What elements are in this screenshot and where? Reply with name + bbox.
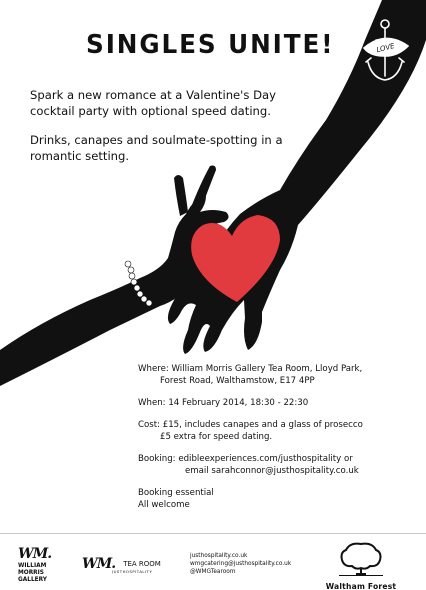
event-details bbox=[138, 363, 408, 511]
where-label: Where: bbox=[138, 364, 169, 374]
cost-row bbox=[138, 419, 408, 443]
booking-line-1[interactable]: edibleexperiences.com/justhospitality or bbox=[178, 454, 353, 464]
intro-paragraph-2: Drinks, canapes and soulmate-spotting in a romantic setting. bbox=[30, 133, 283, 163]
where-line-2: Forest Road, Walthamstow, E17 4PP bbox=[160, 376, 315, 386]
tattoo-banner-text: LOVE bbox=[375, 41, 396, 55]
page-title: SINGLES UNITE! bbox=[86, 30, 335, 60]
footer-divider bbox=[0, 533, 426, 534]
tearoom-monogram: WM. bbox=[82, 556, 116, 572]
contact-email[interactable]: wmgcatering@justhospitality.co.uk bbox=[190, 561, 292, 567]
all-welcome: All welcome bbox=[138, 500, 190, 510]
intro-text bbox=[30, 88, 290, 164]
intro-paragraph-1: Spark a new romance at a Valentine's Day cocktail party with optional speed dating. bbox=[30, 88, 276, 118]
contact-info bbox=[190, 552, 291, 576]
tea-room-logo bbox=[82, 553, 172, 572]
wm-label-2: MORRIS bbox=[18, 570, 44, 576]
booking-label: Booking: bbox=[138, 454, 176, 464]
where-line-1: William Morris Gallery Tea Room, Lloyd Park, bbox=[171, 364, 363, 374]
william-morris-gallery-logo bbox=[18, 546, 78, 584]
contact-website[interactable]: justhospitality.co.uk bbox=[190, 553, 248, 559]
cost-line-2: £5 extra for speed dating. bbox=[160, 432, 273, 442]
wm-label-3: GALLERY bbox=[18, 577, 47, 583]
cost-label: Cost: bbox=[138, 420, 161, 430]
wm-monogram: WM. bbox=[18, 546, 52, 562]
when-row bbox=[138, 397, 408, 409]
tearoom-label: TEA ROOM bbox=[123, 560, 161, 568]
where-row bbox=[138, 363, 408, 387]
booking-row bbox=[138, 453, 408, 477]
when-value: 14 February 2014, 18:30 - 22:30 bbox=[168, 398, 309, 408]
cost-line-1: £15, includes canapes and a glass of prosecco bbox=[162, 420, 363, 430]
waltham-forest-name: Waltham Forest bbox=[325, 582, 397, 590]
when-label: When: bbox=[138, 398, 166, 408]
wm-label-1: WILLIAM bbox=[18, 563, 47, 569]
contact-twitter[interactable]: @WMGTearoom bbox=[190, 569, 236, 575]
waltham-forest-logo bbox=[316, 540, 406, 590]
booking-line-2[interactable]: email sarahconnor@justhospitality.co.uk bbox=[185, 466, 359, 476]
tearoom-sub: JUSTHOSPITALITY bbox=[112, 569, 153, 574]
tree-icon bbox=[338, 540, 384, 576]
booking-essential: Booking essential bbox=[138, 488, 214, 498]
